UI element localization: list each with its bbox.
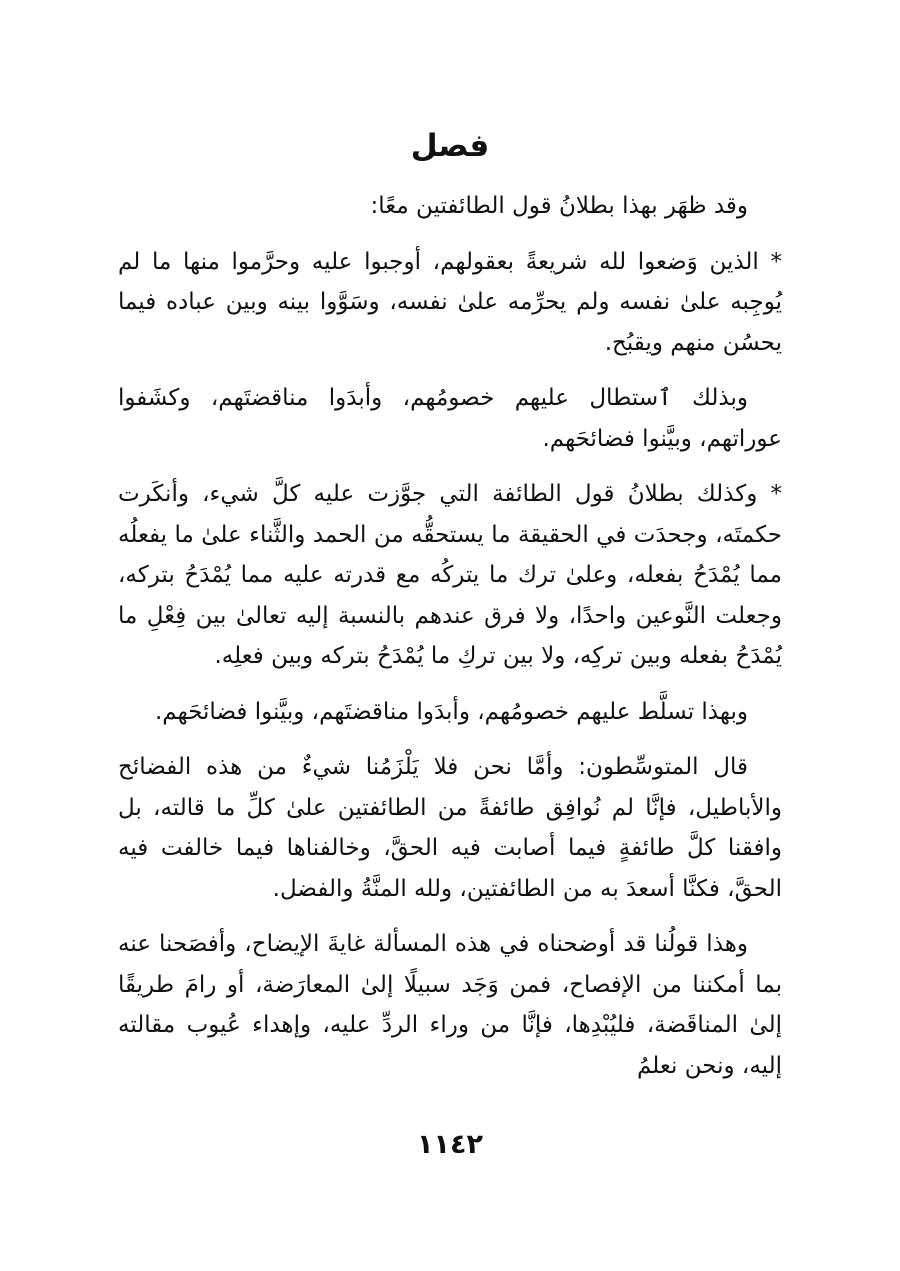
paragraph-second-group-consequence: وبهذا تسلَّط عليهم خصومُهم، وأبدَوا مناقضتَهم، وبيَّنوا فضائحَهم.	[154, 698, 748, 725]
paragraph-intro: وقد ظهَر بهذا بطلانُ قول الطائفتين معًا:	[370, 193, 748, 219]
page-number: ١١٤٢	[417, 1129, 483, 1160]
section-title: فصل	[410, 128, 490, 164]
paragraph-conclusion: وهذا قولُنا قد أوضحناه في هذه المسألة غايةَ الإيضاح، وأفصَحنا عنه بما أمكننا من الإفصاح، فمن وَجَد سبيلًا إلىٰ المعارَضة، أو رامَ طريقًا إلىٰ المناقَضة، فليُبْدِها، فإنَّا من وراء الردِّ عليه، وإهداء عُيوب مقالته إليه، ونحن نعلمُ	[118, 931, 782, 1079]
paragraph-second-group: * وكذلك بطلانُ قول الطائفة التي جوَّزت عليه كلَّ شيء، وأنكَرت حكمتَه، وجحدَت في الحقيقة ما يستحقُّه من الحمد والثَّناء علىٰ ما يفعلُه مما يُمْدَحُ بفعله، وعلىٰ ترك ما يتركُه مع قدرته عليه مما يُمْدَحُ بتركه، وجعلت النَّوعين واحدًا، ولا فرق عندهم بالنسبة إليه تعالىٰ بين فِعْلِ ما يُمْدَحُ بفعله وبين تركِه، ولا بين تركِ ما يُمْدَحُ بتركه وبين فعلِه.	[118, 481, 782, 669]
paragraph-first-group-consequence: وبذلك ٱستطال عليهم خصومُهم، وأبدَوا مناقضتَهم، وكشَفوا عوراتهم، وبيَّنوا فضائحَهم.	[118, 385, 782, 452]
paragraph-moderates: قال المتوسِّطون: وأمَّا نحن فلا يَلْزَمُنا شيءٌ من هذه الفضائح والأباطيل، فإنَّا لم نُوافِق طائفةً من الطائفتين علىٰ كلِّ ما قالته، بل وافقنا كلَّ طائفةٍ فيما أصابت فيه الحقَّ، وخالفناها فيما خالفت فيه الحقَّ، فكنَّا أسعدَ به من الطائفتين، ولله المنَّةُ والفضل.	[118, 754, 782, 902]
paragraph-first-group: * الذين وَضعوا لله شريعةً بعقولهم، أوجبوا عليه وحرَّموا منها ما لم يُوجِبه علىٰ نفسه ولم يحرِّمه علىٰ نفسه، وسَوَّوا بينه وبين عباده فيما يحسُن منهم ويقبُح.	[118, 248, 782, 356]
page-body	[118, 186, 782, 1101]
